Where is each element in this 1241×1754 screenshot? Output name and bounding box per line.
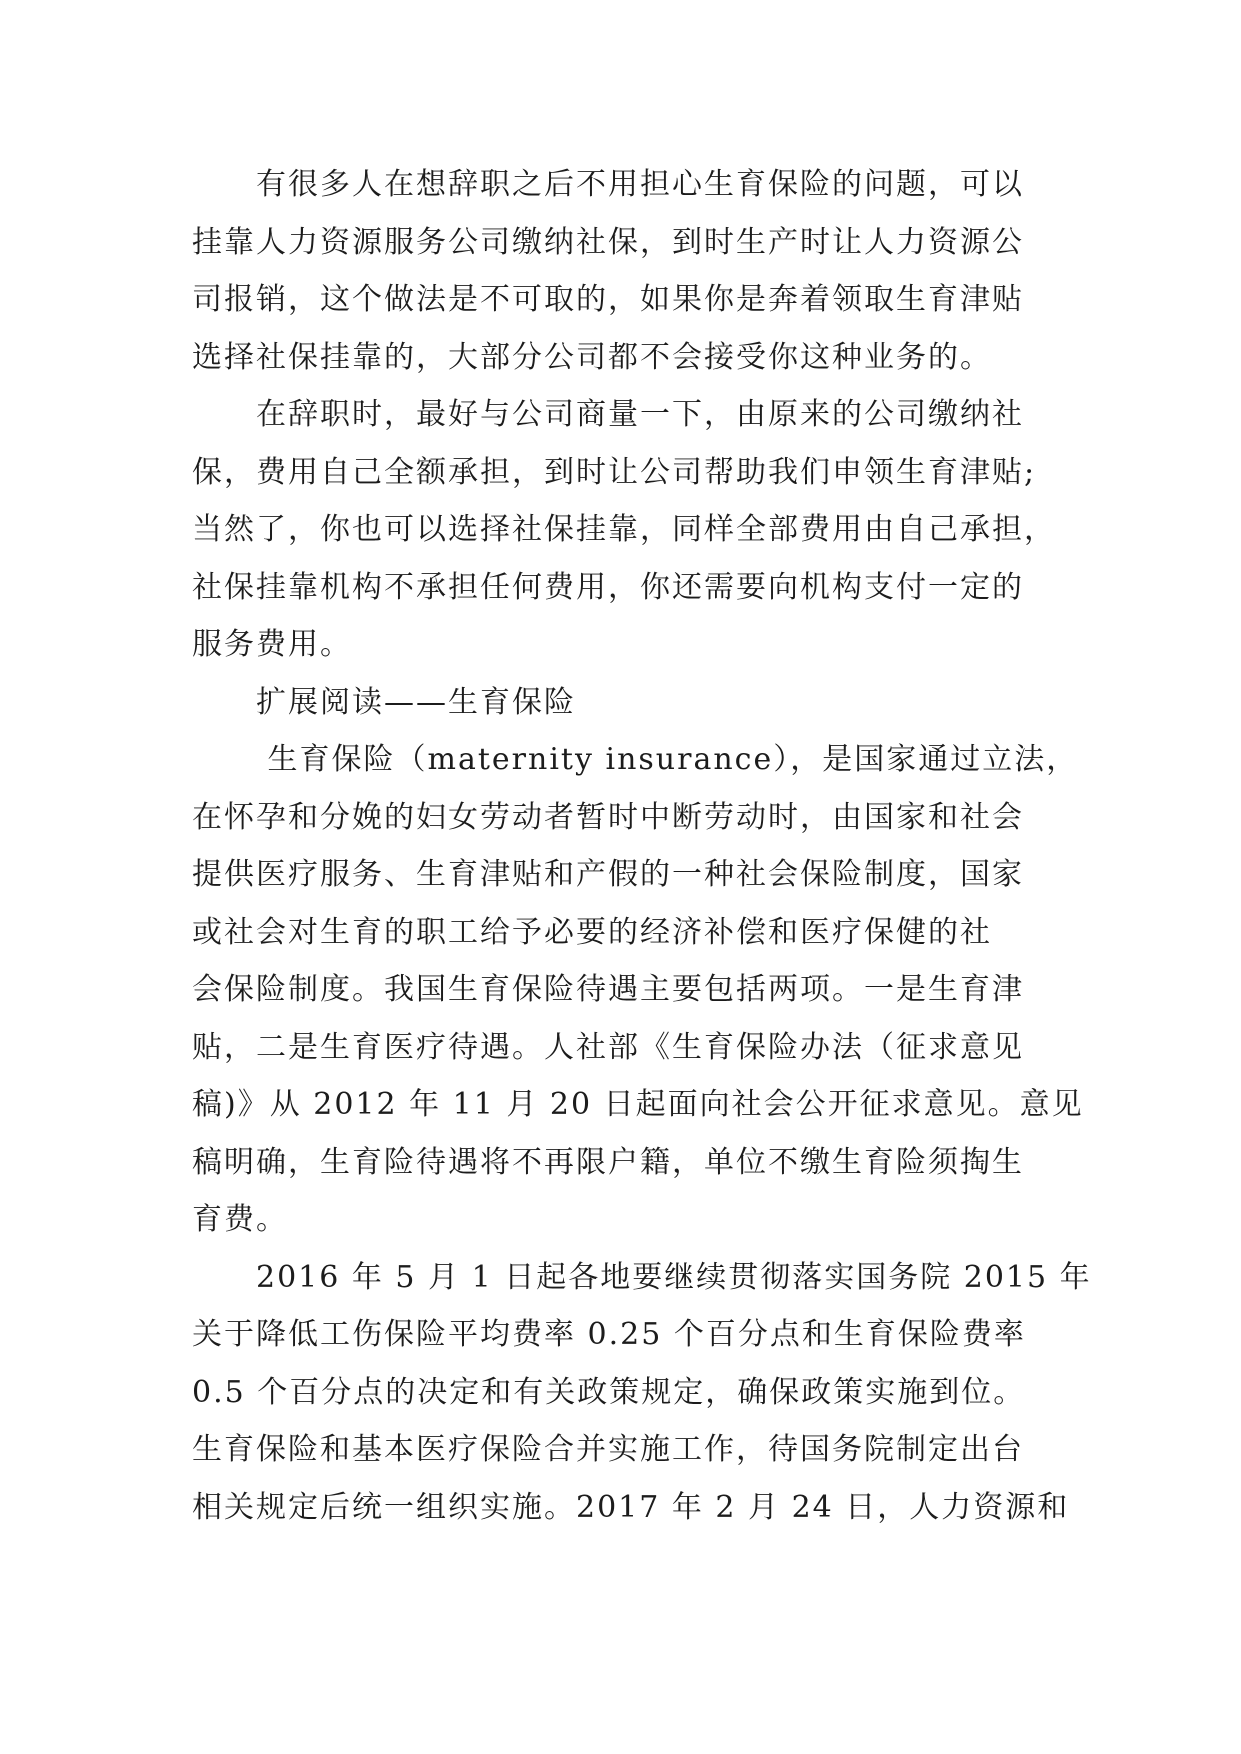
paragraph-line: 贴，二是生育医疗待遇。人社部《生育保险办法（征求意见 xyxy=(192,1029,1024,1065)
paragraph-line: 提供医疗服务、生育津贴和产假的一种社会保险制度，国家 xyxy=(192,857,1024,892)
paragraph-line: 2016 年 5 月 1 日起各地要继续贯彻落实国务院 2015 年 xyxy=(256,1259,1092,1295)
paragraph-line: 司报销，这个做法是不可取的，如果你是奔着领取生育津贴 xyxy=(192,282,1024,317)
paragraph-line: 或社会对生育的职工给予必要的经济补偿和医疗保健的社 xyxy=(192,914,992,950)
paragraph-line: 在怀孕和分娩的妇女劳动者暂时中断劳动时，由国家和社会 xyxy=(192,799,1024,835)
paragraph-line: 在辞职时，最好与公司商量一下，由原来的公司缴纳社 xyxy=(256,397,1024,432)
paragraph-line: 当然了，你也可以选择社保挂靠，同样全部费用由自己承担， xyxy=(192,512,1056,547)
paragraph-line: 生育保险（maternity insurance），是国家通过立法， xyxy=(256,742,1079,777)
document-body xyxy=(192,156,1092,1536)
paragraph-line: 挂靠人力资源服务公司缴纳社保，到时生产时让人力资源公 xyxy=(192,224,1024,260)
paragraph-line: 育费。 xyxy=(192,1202,288,1237)
paragraph-line: 关于降低工伤保险平均费率 0.25 个百分点和生育保险费率 xyxy=(192,1317,1026,1352)
paragraph-line: 选择社保挂靠的，大部分公司都不会接受你这种业务的。 xyxy=(192,339,992,375)
section-heading: 扩展阅读——生育保险 xyxy=(256,684,576,720)
paragraph-line: 会保险制度。我国生育保险待遇主要包括两项。一是生育津 xyxy=(192,972,1024,1007)
paragraph-line: 0.5 个百分点的决定和有关政策规定，确保政策实施到位。 xyxy=(192,1374,1026,1410)
paragraph-line: 有很多人在想辞职之后不用担心生育保险的问题，可以 xyxy=(256,167,1024,202)
paragraph-line: 生育保险和基本医疗保险合并实施工作，待国务院制定出台 xyxy=(192,1432,1024,1467)
paragraph-line: 稿明确，生育险待遇将不再限户籍，单位不缴生育险须掏生 xyxy=(192,1144,1024,1180)
paragraph-line: 服务费用。 xyxy=(192,627,352,662)
paragraph-line: 保，费用自己全额承担，到时让公司帮助我们申领生育津贴; xyxy=(192,454,1037,490)
paragraph-line: 相关规定后统一组织实施。2017 年 2 月 24 日，人力资源和 xyxy=(192,1489,1070,1525)
paragraph-line: 社保挂靠机构不承担任何费用，你还需要向机构支付一定的 xyxy=(192,569,1024,605)
paragraph-line: 稿)》从 2012 年 11 月 20 日起面向社会公开征求意见。意见 xyxy=(192,1087,1084,1122)
